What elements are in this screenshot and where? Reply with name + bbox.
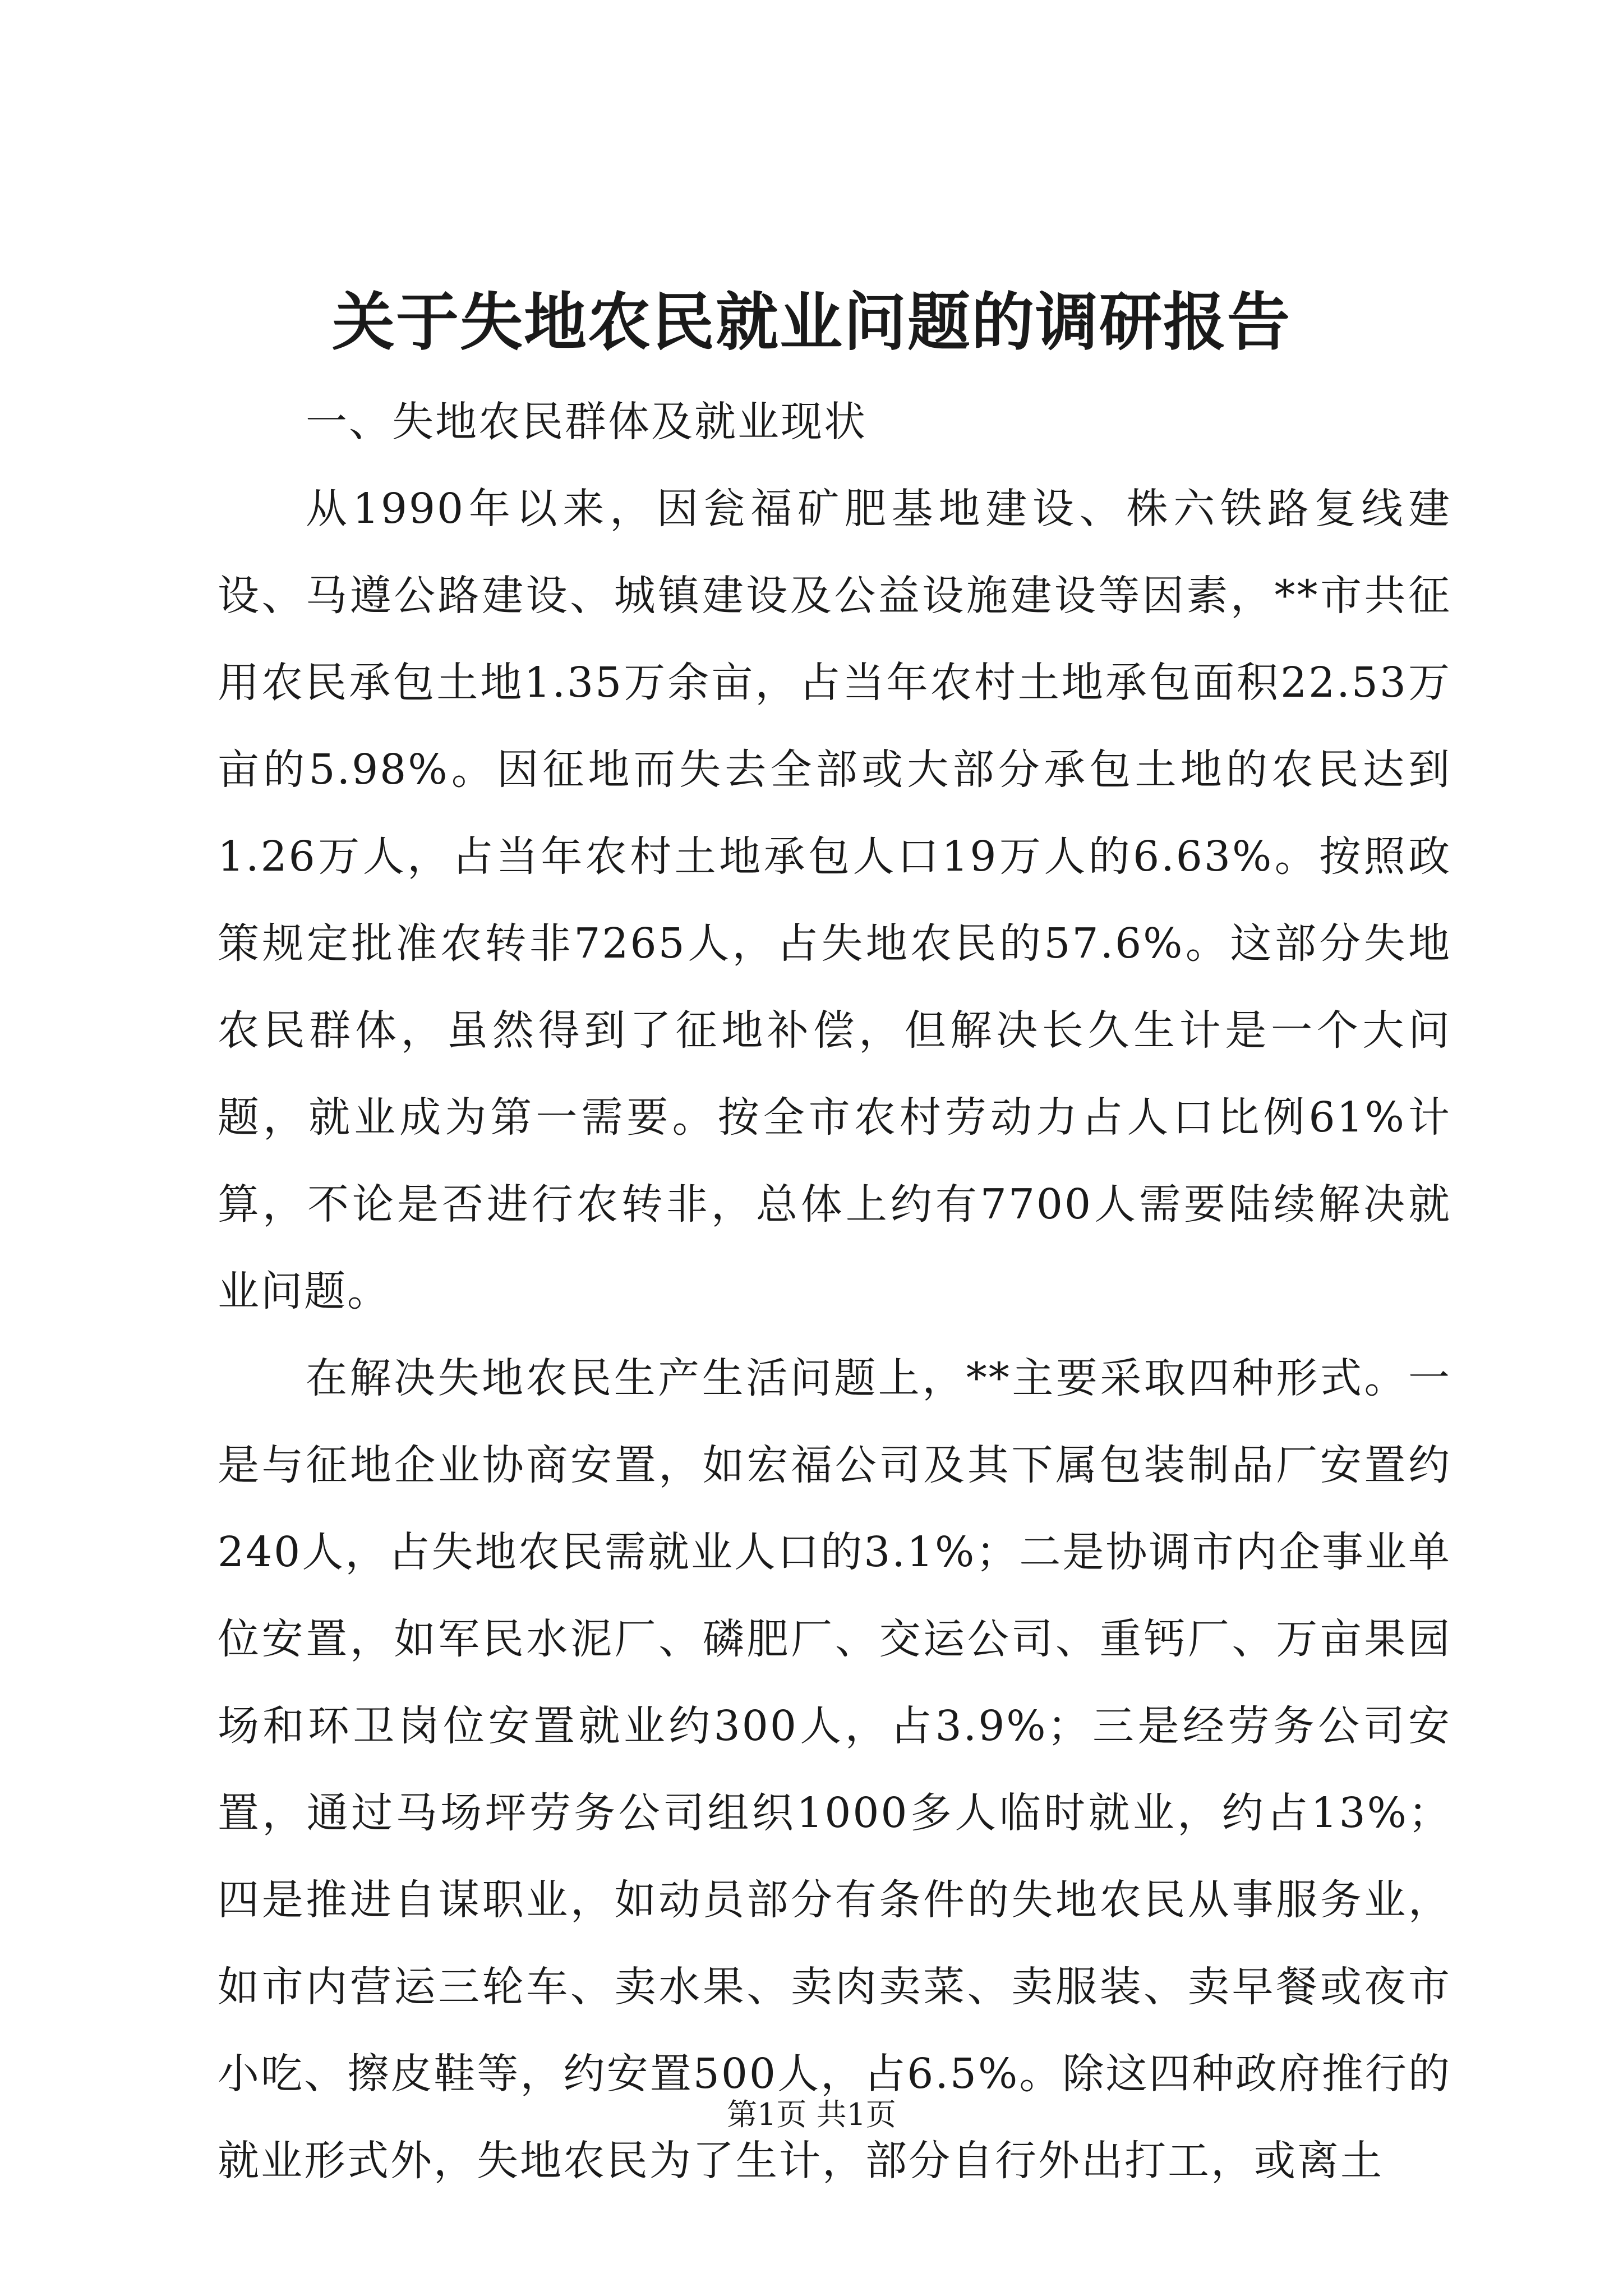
- page-footer: 第1页 共1页: [727, 2097, 896, 2132]
- document-title: 关于失地农民就业问题的调研报告: [332, 286, 1291, 359]
- section-heading: 一、失地农民群体及就业现状: [306, 398, 867, 446]
- body-paragraph-2: 在解决失地农民生产生活问题上，**主要采取四种形式。一是与征地企业协商安置，如宏福公司及其下属包装制品厂安置约240人，占失地农民需就业人口的3.1%；二是协调市内企事业单位安置，如军民水泥厂、磷肥厂、交运公司、重钙厂、万亩果园场和环卫岗位安置就业约300人，占3.9%；三是经劳务公司安置，通过马场坪劳务公司组织1000多人临时就业，约占13%；四是推进自谋职业，如动员部分有条件的失地农民从事服务业，如市内营运三轮车、卖水果、卖肉卖菜、卖服装、卖早餐或夜市小吃、擦皮鞋等，约安置500人，占6.5%。除这四种政府推行的就业形式外，失地农民为了生计，部分自行外出打工，或离土: [218, 1354, 1451, 2185]
- document-body: [218, 379, 1451, 2205]
- body-paragraph-1: 从1990年以来，因瓮福矿肥基地建设、株六铁路复线建设、马遵公路建设、城镇建设及公益设施建设等因素，**市共征用农民承包土地1.35万余亩，占当年农村土地承包面积22.53万亩的5.98%。因征地而失去全部或大部分承包土地的农民达到1.26万人，占当年农村土地承包人口19万人的6.63%。按照政策规定批准农转非7265人，占失地农民的57.6%。这部分失地农民群体，虽然得到了征地补偿，但解决长久生计是一个大问题，就业成为第一需要。按全市农村劳动力占人口比例61%计算，不论是否进行农转非，总体上约有7700人需要陆续解决就业问题。: [218, 485, 1451, 1315]
